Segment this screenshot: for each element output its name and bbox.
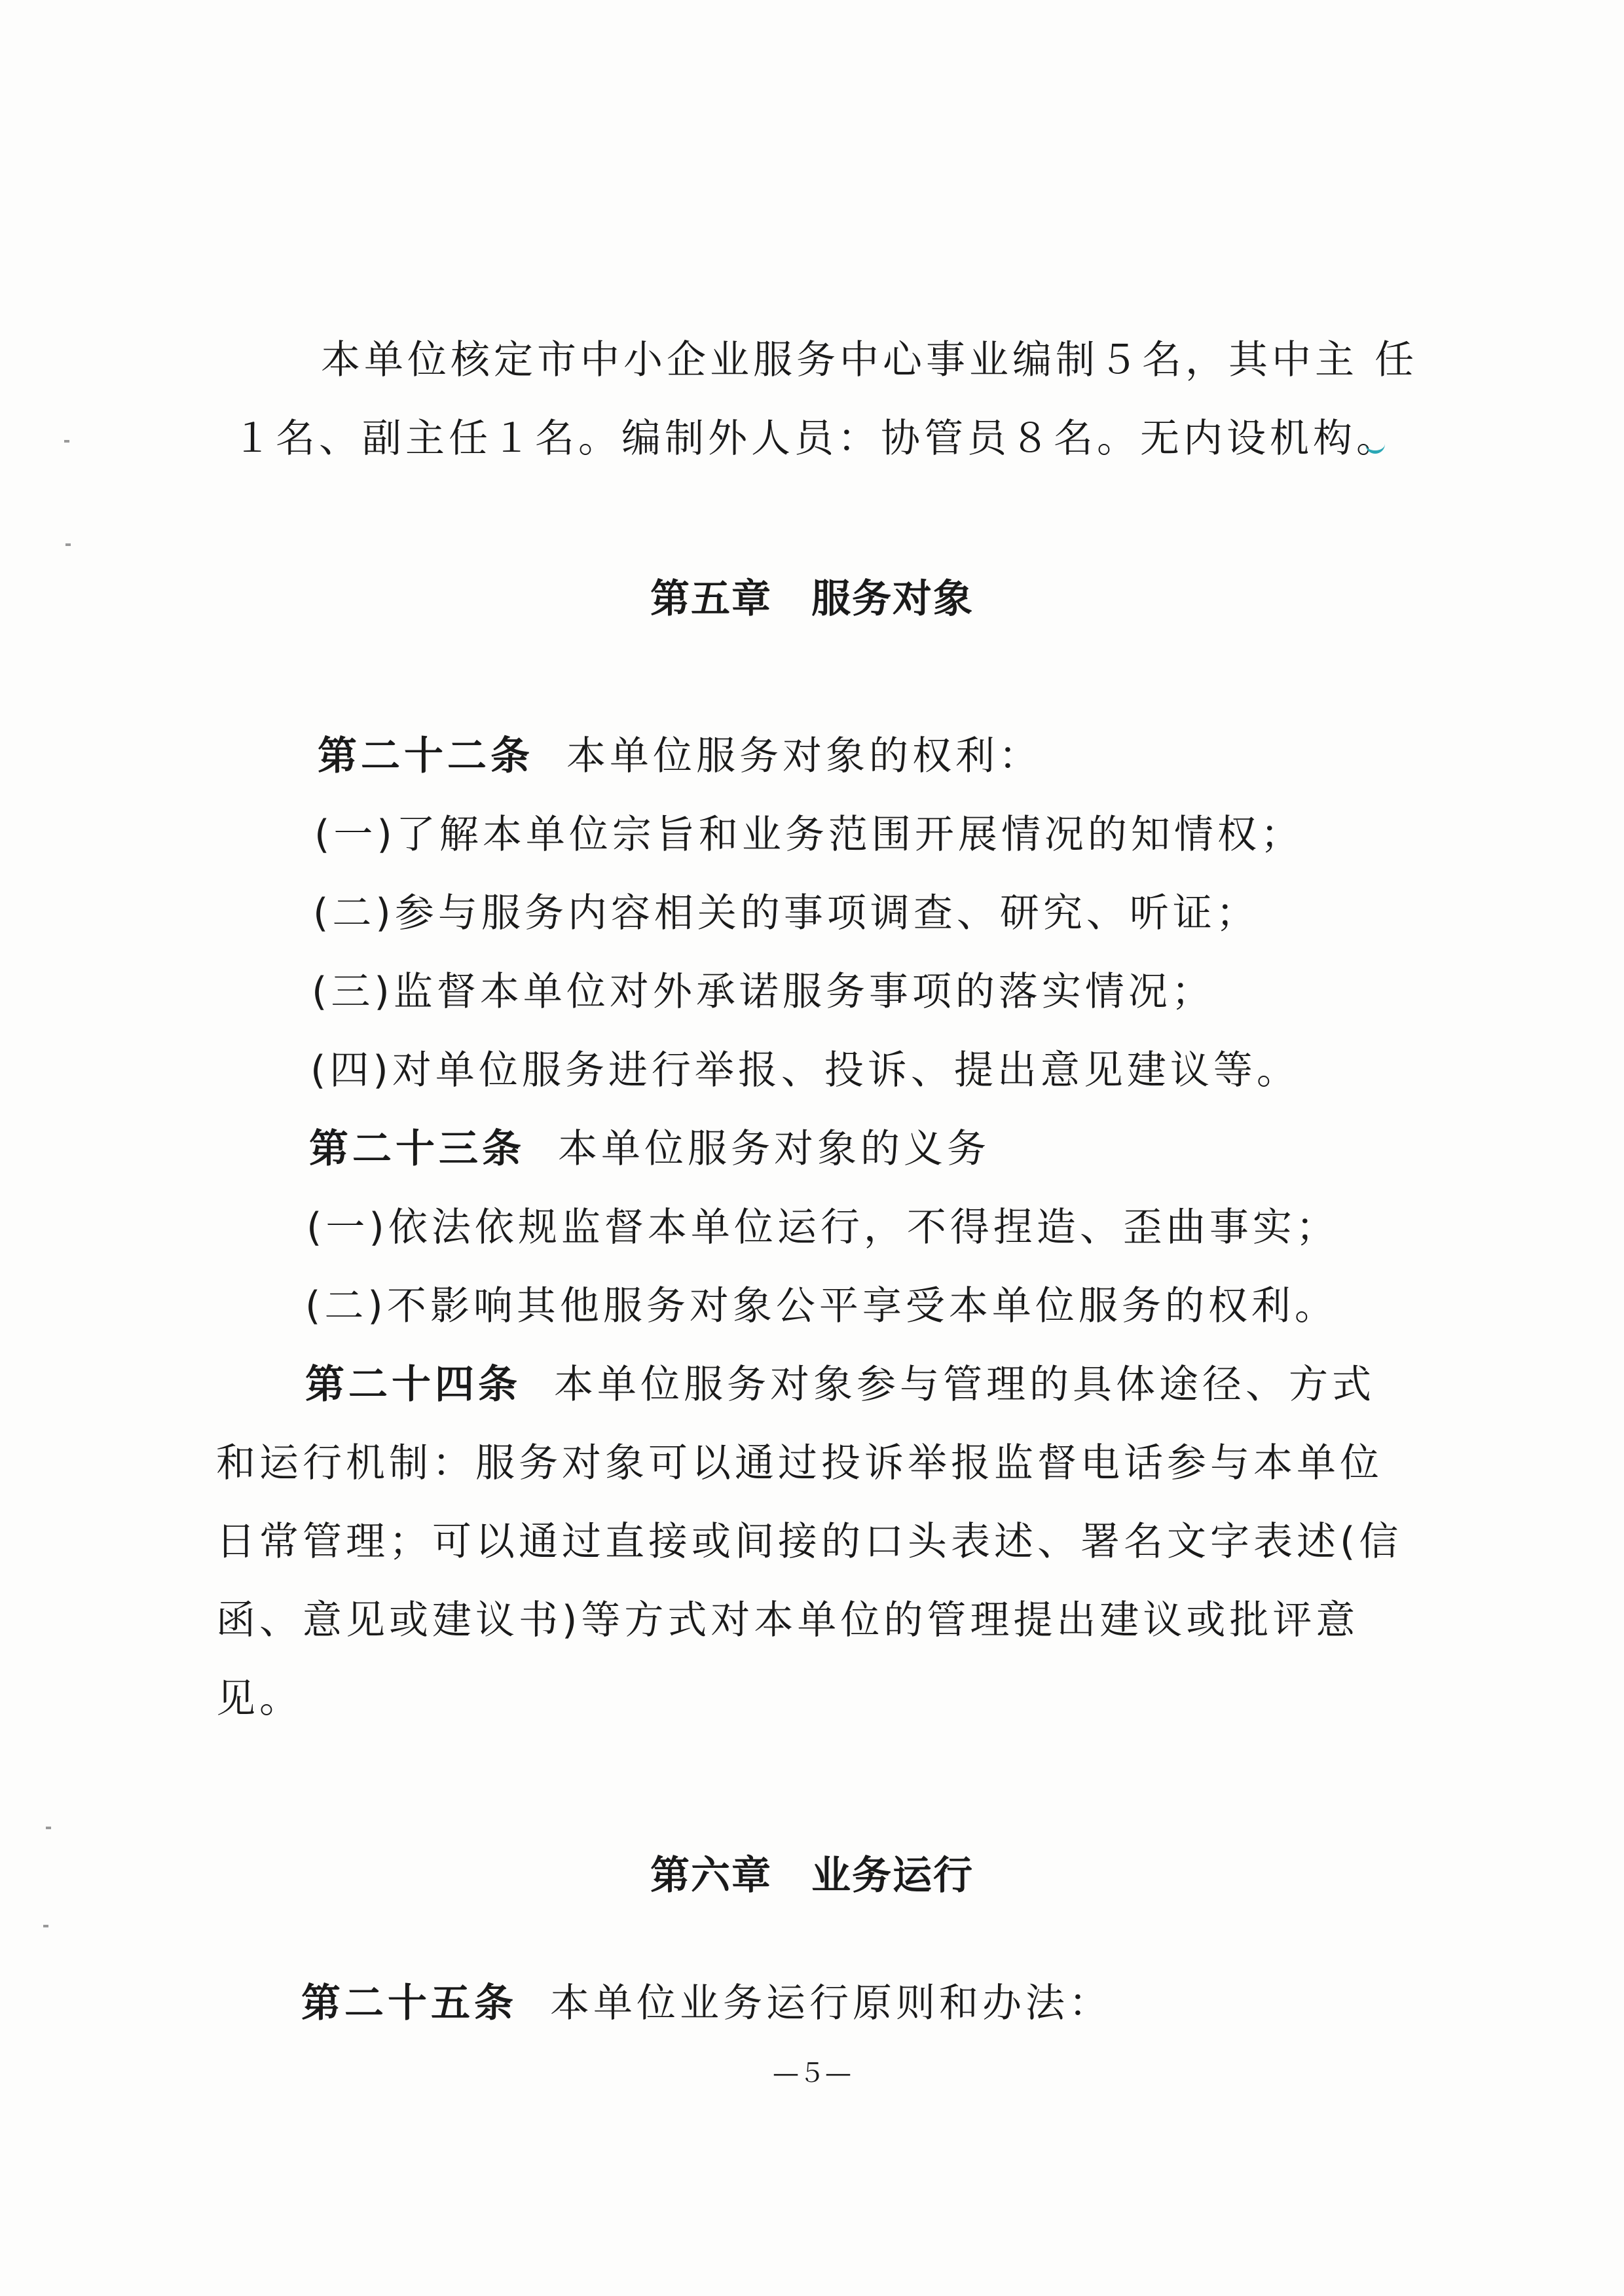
article-22-item-2: (二)参与服务内容相关的事项调查、研究、听证；	[313, 890, 1259, 936]
article-22-text: 本单位服务对象的权利：	[566, 733, 1042, 779]
scan-speck	[65, 543, 71, 546]
article-24	[305, 1358, 1375, 1411]
page-number: —５—	[773, 2058, 851, 2088]
scan-speck	[43, 1925, 48, 1927]
article-24-line-3: 日常管理；可以通过直接或间接的口头表述、署名文字表述(信	[216, 1519, 1403, 1565]
intro-line-1: 本单位核定市中小企业服务中心事业编制５名，其中主 任	[321, 337, 1418, 383]
article-24-line-2: 和运行机制：服务对象可以通过投诉举报监督电话参与本单位	[216, 1440, 1383, 1486]
chapter-6-title: 业务运行	[811, 1853, 974, 1899]
chapter-5-label: 第五章	[650, 576, 772, 622]
article-23-label: 第二十三条	[309, 1126, 525, 1172]
article-22-item-1: (一)了解本单位宗旨和业务范围开展情况的知情权；	[314, 812, 1304, 858]
chapter-6-label: 第六章	[650, 1853, 772, 1899]
article-23-text: 本单位服务对象的义务	[558, 1126, 990, 1172]
article-25	[301, 1977, 1112, 2030]
article-23-item-2: (二)不影响其他服务对象公平享受本单位服务的权利。	[305, 1283, 1338, 1329]
article-24-line-5: 见。	[216, 1676, 303, 1722]
chapter-6-heading	[0, 1850, 1624, 1902]
article-22-item-4: (四)对单位服务进行举报、投诉、提出意见建议等。	[310, 1048, 1300, 1093]
scan-speck	[64, 440, 69, 443]
chapter-5-title: 服务对象	[811, 576, 974, 622]
article-23-item-1: (一)依法依规监督本单位运行，不得捏造、歪曲事实；	[306, 1205, 1339, 1250]
article-22-label: 第二十二条	[318, 733, 534, 779]
scan-speck	[46, 1827, 51, 1829]
article-25-text: 本单位业务运行原则和办法：	[550, 1980, 1112, 2026]
chapter-5-heading	[0, 573, 1624, 625]
article-22	[318, 730, 1042, 782]
article-25-label: 第二十五条	[301, 1980, 517, 2026]
article-23	[309, 1123, 990, 1175]
article-24-label: 第二十四条	[305, 1362, 521, 1408]
article-24-line-1: 本单位服务对象参与管理的具体途径、方式	[554, 1362, 1375, 1408]
article-22-item-3: (三)监督本单位对外承诺服务事项的落实情况；	[312, 969, 1215, 1015]
intro-line-2: １名、副主任１名。编制外人员：协管员８名。无内设机构。	[232, 416, 1399, 462]
article-24-line-4: 函、意见或建议书)等方式对本单位的管理提出建议或批评意	[216, 1597, 1359, 1643]
